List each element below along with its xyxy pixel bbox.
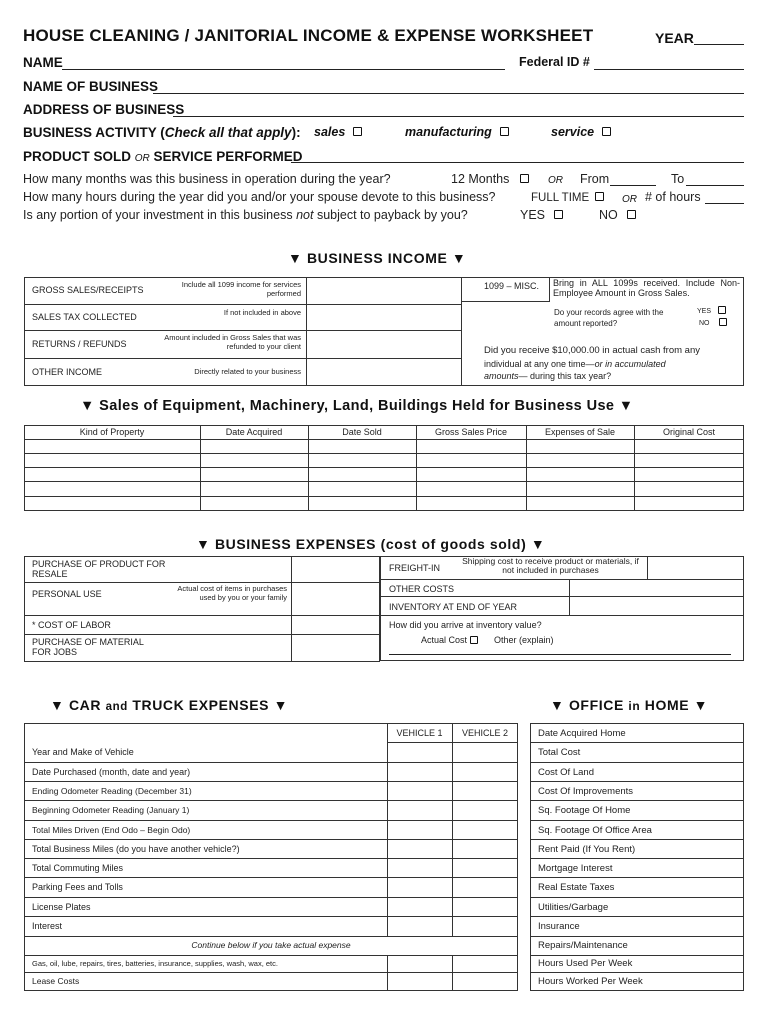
or-text: OR xyxy=(548,175,563,186)
business-name-label: NAME OF BUSINESS xyxy=(23,79,159,94)
office-row-label: Sq. Footage Of Office Area xyxy=(538,825,652,836)
vehicle-2-header: VEHICLE 2 xyxy=(461,728,509,738)
car-row-label: Lease Costs xyxy=(32,976,80,986)
purchase-product-label: PURCHASE OF PRODUCT FOR RESALE xyxy=(32,559,166,579)
business-address-field[interactable] xyxy=(173,116,744,117)
from-field[interactable] xyxy=(610,185,656,186)
investment-no-option[interactable]: NO xyxy=(599,208,636,222)
cash-question-line3: amounts— during this tax year? xyxy=(484,371,612,381)
office-row-label: Cost Of Improvements xyxy=(538,786,634,797)
office-row-label: Repairs/Maintenance xyxy=(538,940,628,951)
office-home-heading: ▼ OFFICE in HOME ▼ xyxy=(550,697,709,713)
manufacturing-checkbox[interactable] xyxy=(500,127,509,136)
personal-use-input[interactable] xyxy=(291,582,380,615)
purchase-material-label: PURCHASE OF MATERIAL FOR JOBS xyxy=(32,637,144,657)
sales-equipment-heading: ▼ Sales of Equipment, Machinery, Land, Buildings Held for Business Use ▼ xyxy=(80,398,634,414)
page-title: HOUSE CLEANING / JANITORIAL INCOME & EXPENSE WORKSHEET xyxy=(23,26,594,45)
num-hours-label: # of hours xyxy=(645,190,701,204)
misc-1099-label: 1099 – MISC. xyxy=(484,281,540,291)
personal-use-note: Actual cost of items in purchases used by you or your family xyxy=(177,584,287,602)
federal-id-field[interactable] xyxy=(594,69,744,70)
purchase-material-input[interactable] xyxy=(291,634,380,662)
business-expenses-heading: ▼ BUSINESS EXPENSES (cost of goods sold) ▼ xyxy=(196,536,546,552)
inventory-explain-field[interactable] xyxy=(389,654,731,655)
sales-tax-input[interactable] xyxy=(306,304,461,330)
car-row-label: Total Miles Driven (End Odo – Begin Odo) xyxy=(32,825,191,835)
business-income-heading: ▼ BUSINESS INCOME ▼ xyxy=(288,250,467,266)
inventory-method-question: How did you arrive at inventory value? xyxy=(389,620,542,630)
from-label: From xyxy=(580,172,610,186)
gross-sales-input[interactable] xyxy=(306,277,461,304)
activity-option-service[interactable]: service xyxy=(551,125,611,139)
income-row-note: Amount included in Gross Sales that was refunded to your client xyxy=(164,333,301,351)
office-row-label: Total Cost xyxy=(538,747,581,758)
cash-question-line2: individual at any one time—or in accumulated xyxy=(484,359,666,369)
agree-no-checkbox[interactable] xyxy=(719,318,727,326)
sales-equipment-table xyxy=(24,425,744,511)
office-row-label: Rent Paid (If You Rent) xyxy=(538,844,636,855)
column-header: Kind of Property xyxy=(79,427,145,437)
office-row-label: Sq. Footage Of Home xyxy=(538,805,631,816)
activity-option-sales[interactable]: sales xyxy=(314,125,362,139)
misc-1099-note: Bring in ALL 1099s received. Include Non-Employee Amount in Gross Sales. xyxy=(553,278,740,298)
investment-no-checkbox[interactable] xyxy=(627,210,636,219)
num-hours-field[interactable] xyxy=(705,203,744,204)
office-row-label: Insurance xyxy=(538,921,580,932)
or-text-2: OR xyxy=(622,194,637,205)
column-header: Expenses of Sale xyxy=(544,427,616,437)
income-row-label: GROSS SALES/RECEIPTS xyxy=(32,285,144,295)
office-row-label: Hours Worked Per Week xyxy=(538,976,643,987)
income-row-label: OTHER INCOME xyxy=(32,367,103,377)
car-row-label: Parking Fees and Tolls xyxy=(32,882,123,892)
column-header: Gross Sales Price xyxy=(434,427,508,437)
car-row-label: Total Commuting Miles xyxy=(32,863,124,873)
returns-input[interactable] xyxy=(306,330,461,358)
personal-use-label: PERSONAL USE xyxy=(32,589,102,599)
agree-yes-checkbox[interactable] xyxy=(718,306,726,314)
inventory-end-input[interactable] xyxy=(569,596,744,615)
federal-id-label: Federal ID # xyxy=(519,55,590,69)
actual-cost-option[interactable]: Actual Cost xyxy=(421,635,478,645)
office-row-label: Real Estate Taxes xyxy=(538,882,615,893)
vehicle-1-header: VEHICLE 1 xyxy=(396,728,443,738)
records-agree-question: Do your records agree with the amount reported? xyxy=(554,308,664,328)
car-row-label: Interest xyxy=(32,921,63,931)
business-name-field[interactable] xyxy=(153,93,744,94)
business-address-label: ADDRESS OF BUSINESS xyxy=(23,102,185,117)
investment-yes-option[interactable]: YES xyxy=(520,208,563,222)
twelve-months-checkbox[interactable] xyxy=(520,174,529,183)
car-row-label: Gas, oil, lube, repairs, tires, batteries, insurance, supplies, wash, wax, etc. xyxy=(32,959,278,968)
cost-of-labor-input[interactable] xyxy=(291,615,380,634)
records-agree-no[interactable]: NO xyxy=(699,319,727,327)
to-label: To xyxy=(671,172,685,186)
investment-yes-checkbox[interactable] xyxy=(554,210,563,219)
income-row-label: SALES TAX COLLECTED xyxy=(32,312,137,322)
name-label: NAME xyxy=(23,55,63,70)
column-header: Date Acquired xyxy=(225,427,283,437)
income-row-note: Directly related to your business xyxy=(194,367,301,376)
sales-checkbox[interactable] xyxy=(353,127,362,136)
other-explain-option: Other (explain) xyxy=(494,635,554,645)
office-row-label: Mortgage Interest xyxy=(538,863,613,874)
office-row-label: Utilities/Garbage xyxy=(538,902,609,913)
column-header: Date Sold xyxy=(342,427,382,437)
activity-option-manufacturing[interactable]: manufacturing xyxy=(405,125,509,139)
year-label: YEAR xyxy=(655,30,694,46)
car-row-label: Beginning Odometer Reading (January 1) xyxy=(32,805,190,815)
car-truck-heading: ▼ CAR and TRUCK EXPENSES ▼ xyxy=(50,697,289,713)
income-row-label: RETURNS / REFUNDS xyxy=(32,339,127,349)
vehicle-1-column-inputs[interactable] xyxy=(387,742,452,936)
continue-note: Continue below if you take actual expense xyxy=(191,940,351,950)
full-time-option[interactable]: FULL TIME xyxy=(531,192,604,204)
inventory-end-label: INVENTORY AT END OF YEAR xyxy=(389,602,518,612)
freight-in-note: Shipping cost to receive product or materials, if not included in purchases xyxy=(462,556,639,575)
other-costs-label: OTHER COSTS xyxy=(389,584,455,594)
office-row-label: Cost Of Land xyxy=(538,767,594,778)
investment-question: Is any portion of your investment in this business not subject to payback by you? xyxy=(23,208,468,222)
product-service-field[interactable] xyxy=(291,162,744,163)
car-row-label: Ending Odometer Reading (December 31) xyxy=(32,786,192,796)
business-activity-label: BUSINESS ACTIVITY (Check all that apply): xyxy=(23,125,301,140)
cash-question-line1: Did you receive $10,000.00 in actual cash from any xyxy=(484,345,700,356)
freight-in-input[interactable] xyxy=(647,556,744,579)
hours-question: How many hours during the year did you and/or your spouse devote to this business? xyxy=(23,190,496,204)
income-row-note: Include all 1099 income for services performed xyxy=(181,280,301,298)
product-service-label: PRODUCT SOLD OR SERVICE PERFORMED xyxy=(23,149,303,164)
to-field[interactable] xyxy=(686,185,744,186)
purchase-product-input[interactable] xyxy=(291,556,380,582)
vehicle-2-column-inputs[interactable] xyxy=(452,742,518,936)
column-header: Original Cost xyxy=(662,427,716,437)
office-row-label: Date Acquired Home xyxy=(538,728,626,739)
months-question: How many months was this business in operation during the year? xyxy=(23,172,391,186)
cost-of-labor-label: * COST OF LABOR xyxy=(32,620,111,630)
income-row-note: If not included in above xyxy=(223,308,301,317)
other-costs-input[interactable] xyxy=(569,579,744,596)
service-checkbox[interactable] xyxy=(602,127,611,136)
full-time-checkbox[interactable] xyxy=(595,192,604,201)
car-row-label: Total Business Miles (do you have another vehicle?) xyxy=(32,844,240,854)
twelve-months-option[interactable]: 12 Months xyxy=(451,172,529,186)
name-field[interactable] xyxy=(62,69,505,70)
actual-cost-checkbox[interactable] xyxy=(470,636,478,644)
office-row-label: Hours Used Per Week xyxy=(538,958,633,969)
year-field[interactable] xyxy=(694,44,744,45)
freight-in-label: FREIGHT-IN xyxy=(389,563,440,573)
car-row-label: License Plates xyxy=(32,902,91,912)
car-row-label: Date Purchased (month, date and year) xyxy=(32,767,191,777)
car-row-label: Year and Make of Vehicle xyxy=(32,747,134,757)
other-income-input[interactable] xyxy=(306,358,461,386)
records-agree-yes[interactable]: YES xyxy=(697,307,726,315)
